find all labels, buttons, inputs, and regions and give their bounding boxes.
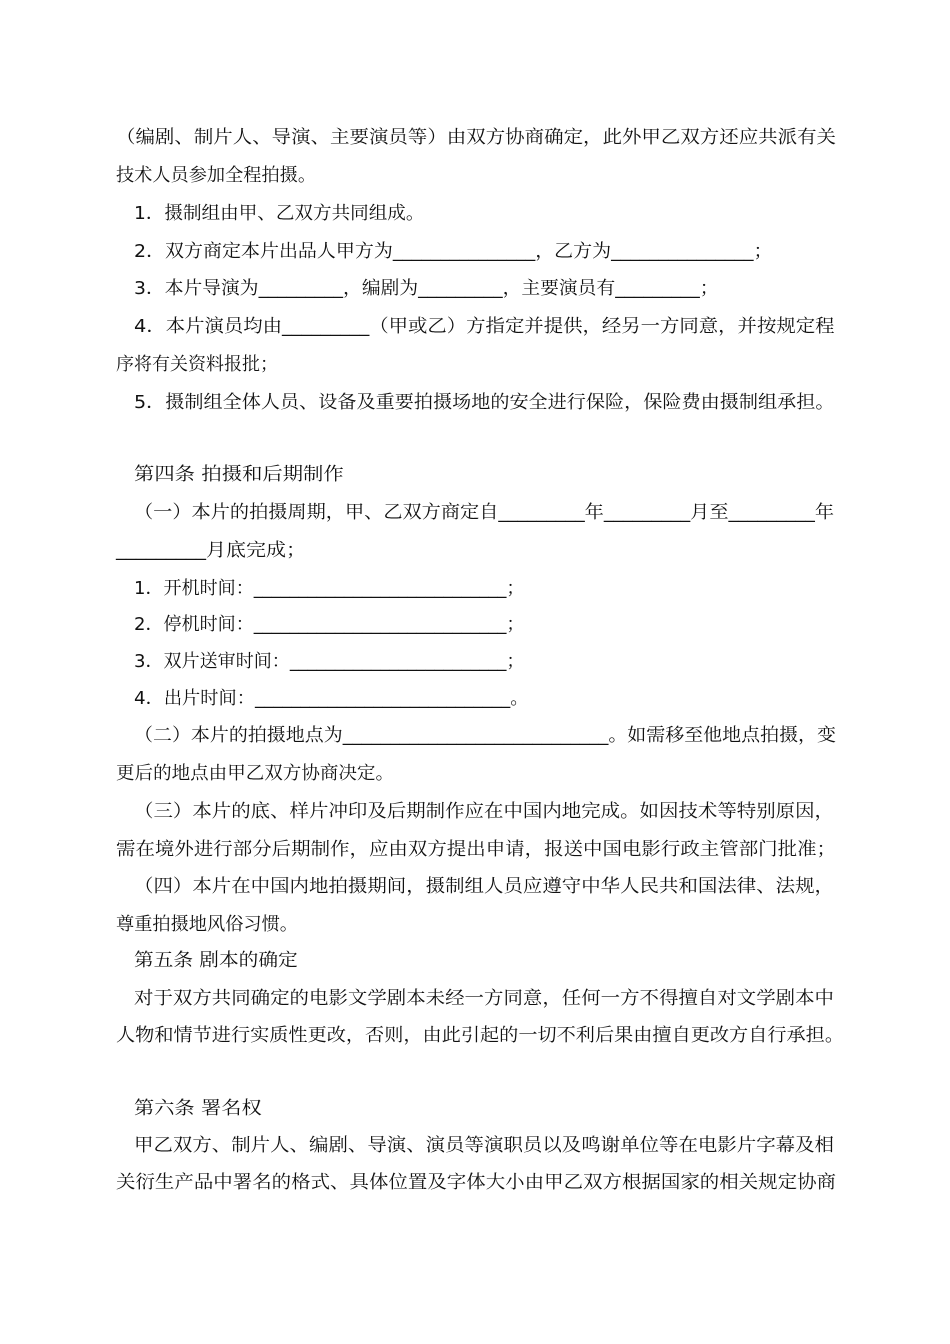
doc-line-7: 序将有关资料报批； bbox=[116, 354, 278, 375]
section-heading-5: 第五条 剧本的确定 bbox=[134, 950, 298, 971]
doc-line-5: 3．本片导演为_________，编剧为_________，主要演员有_________； bbox=[134, 278, 719, 299]
doc-line-10: （一）本片的拍摄周期，甲、乙双方商定自_________年_________月至_________年 bbox=[134, 502, 834, 523]
doc-line-23: 对于双方共同确定的电影文学剧本未经一方同意，任何一方不得擅自对文学剧本中 bbox=[134, 988, 834, 1009]
doc-line-21: 尊重拍摄地风俗习惯。 bbox=[116, 914, 298, 935]
doc-line-17: 更后的地点由甲乙双方协商决定。 bbox=[116, 763, 394, 784]
doc-line-2: 技术人员参加全程拍摄。 bbox=[116, 165, 316, 186]
doc-line-20: （四）本片在中国内地拍摄期间，摄制组人员应遵守中华人民共和国法律、法规， bbox=[134, 876, 834, 897]
doc-line-6: 4．本片演员均由_________（甲或乙）方指定并提供，经另一方同意，并按规定程 bbox=[134, 316, 835, 337]
doc-line-19: 需在境外进行部分后期制作，应由双方提出申请，报送中国电影行政主管部门批准； bbox=[116, 839, 836, 860]
doc-line-18: （三）本片的底、样片冲印及后期制作应在中国内地完成。如因技术等特别原因， bbox=[134, 801, 834, 822]
doc-line-12: 1．开机时间：____________________________； bbox=[134, 578, 525, 599]
doc-line-4: 2．双方商定本片出品人甲方为_______________，乙方为_______________； bbox=[134, 241, 773, 262]
doc-line-8: 5．摄制组全体人员、设备及重要拍摄场地的安全进行保险，保险费由摄制组承担。 bbox=[134, 392, 835, 413]
doc-line-1: （编剧、制片人、导演、主要演员等）由双方协商确定，此外甲乙双方还应共派有关 bbox=[116, 127, 836, 148]
doc-line-27: 关衍生产品中署名的格式、具体位置及字体大小由甲乙双方根据国家的相关规定协商 bbox=[116, 1172, 836, 1193]
doc-line-13: 2．停机时间：____________________________； bbox=[134, 614, 525, 635]
section-heading-6: 第六条 署名权 bbox=[134, 1098, 262, 1119]
doc-line-15: 4．出片时间：____________________________。 bbox=[134, 688, 529, 709]
doc-line-11: _________月底完成； bbox=[116, 540, 306, 561]
section-heading-4: 第四条 拍摄和后期制作 bbox=[134, 464, 344, 485]
doc-line-14: 3．双片送审时间：________________________； bbox=[134, 651, 525, 672]
doc-line-26: 甲乙双方、制片人、编剧、导演、演员等演职员以及鸣谢单位等在电影片字幕及相 bbox=[134, 1135, 834, 1156]
doc-line-3: 1．摄制组由甲、乙双方共同组成。 bbox=[134, 203, 425, 224]
doc-line-16: （二）本片的拍摄地点为____________________________。如需移至他地点拍摄，变 bbox=[134, 725, 836, 746]
doc-line-24: 人物和情节进行实质性更改，否则，由此引起的一切不利后果由擅自更改方自行承担。 bbox=[116, 1025, 844, 1046]
